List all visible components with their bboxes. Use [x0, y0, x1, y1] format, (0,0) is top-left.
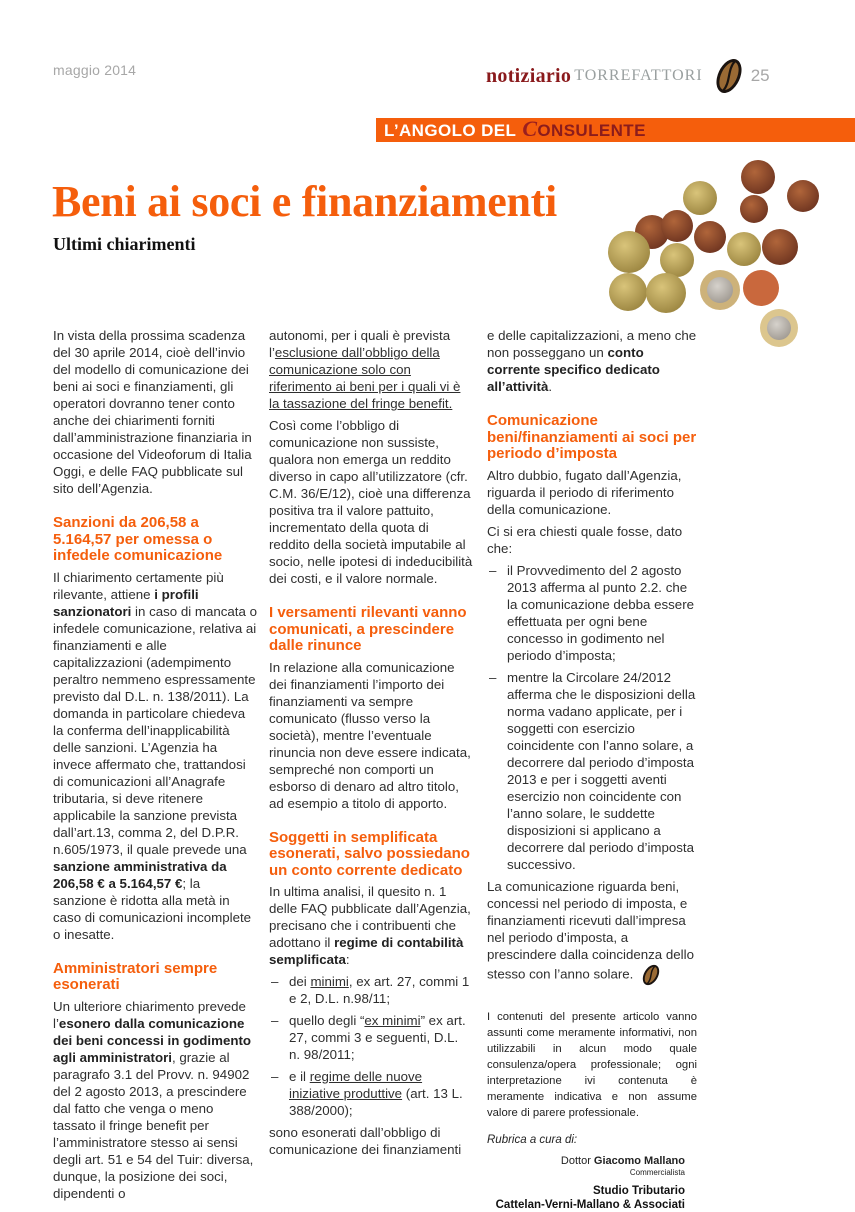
heading-sanzioni: Sanzioni da 206,58 a 5.164,57 per omessa o infedele comunicazione: [53, 514, 223, 564]
paragraph-sanzioni: Il chiarimento certamente più rilevante, attiene i profili sanzionatori in caso di mancata o infedele comunicazione, relativa ai finanziamenti e alle capitalizzazioni (adempimento peraltro nemmeno espressamente previsto dal D.L. n. 138/2011). La domanda in particolare chiedeva la conferma dell’inapplicabilità delle sanzioni. L’Agenzia ha invece affermato che, trattandosi di comunicazioni all’Anagrafe tributaria, si deve ritenere applicabile la sanzione prevista dall’art.13, comma 2, del D.P.R. n.605/1973, il quale prevede una sanzione amministrativa da 206,58 € a 5.164,57 €; la sanzione è ridotta alla metà in caso di comunicazioni incomplete o inesatte.: [53, 569, 257, 942]
masthead-secondary: TORREFATTORI: [574, 67, 703, 84]
rubrica-label: Rubrica a cura di:: [487, 1133, 578, 1146]
coin: [661, 210, 693, 242]
periodo-list: [487, 562, 697, 873]
section-label-rest: ONSULENTE: [537, 121, 646, 140]
list-item: – il Provvedimento del 2 agosto 2013 afferma al punto 2.2. che la comunicazione debba essere effettuata per ogni bene concesso in godimento nel periodo d’imposta;: [487, 562, 697, 664]
coin: [740, 195, 768, 223]
article-subtitle: Ultimi chiarimenti: [53, 234, 196, 254]
page-number: 25: [750, 66, 770, 85]
coin: [646, 273, 686, 313]
author-name: Giacomo Mallano: [593, 1154, 685, 1167]
intro-paragraph: In vista della prossima scadenza del 30 aprile 2014, cioè dell’invio del modello di comunicazione dei beni ai soci e finanziamenti, gli operatori dovranno tener conto anche dei chiarimenti forniti dall’amministrazione finanziaria in occasione del Videoforum di Italia Oggi, e delle FAQ pubblicate sul sito dell’Agenzia.: [53, 328, 252, 496]
section-label: [384, 118, 646, 142]
list-item: – e il regime delle nuove iniziative produttive (art. 13 L. 388/2000);: [269, 1068, 473, 1119]
coin: [743, 270, 779, 306]
footer: [487, 1009, 697, 1212]
article-title: Beni ai soci e finanziamenti: [52, 177, 557, 226]
coin: [787, 180, 819, 212]
coin: [683, 181, 717, 215]
author-role: Commercialista: [629, 1167, 685, 1177]
coin: [727, 232, 761, 266]
section-label-prefix: L’ANGOLO DEL: [384, 121, 517, 140]
disclaimer: I contenuti del presente articolo vanno assunti come meramente informativi, non utilizzabili in alcun modo quale consulenza/opera professionale; ogni interpretazione ivi contenuta è meramente indicativa e non assume valore di parere professionale.: [487, 1010, 697, 1119]
paragraph-esonerati: sono esonerati dall’obbligo di comunicazione dei finanziamenti: [269, 1125, 462, 1157]
coin: [609, 273, 647, 311]
list-item: – mentre la Circolare 24/2012 afferma che le disposizioni della norma vadano applicate, per i soggetti con esercizio coincidente con l’anno solare, a decorrere dal periodo d’imposta 2013 e per i soggetti aventi esercizio non coincidente con l’anno solare, le suddette disposizioni si applicano a decorrere dal periodo d’imposta successivo.: [487, 669, 697, 873]
coin: [660, 243, 694, 277]
paragraph-amministratori: Un ulteriore chiarimento prevede l’esonero dalla comunicazione dei beni concessi in godimento agli amministratori, grazie al paragrafo 3.1 del Provv. n. 94902 del 2 agosto 2013, a prescindere dal fatto che venga o meno tassato il fringe benefit per l’amministratore stesso ai sensi degli art. 51 e 54 del Tuir: diversa, dunque, la posizione dei soci, dipendenti o: [53, 998, 254, 1201]
paragraph-capitalizzazioni: e delle capitalizzazioni, a meno che non posseggano un conto corrente specifico dedicato all’attività.: [487, 328, 697, 394]
section-banner: [376, 118, 855, 142]
article-column-1: [53, 327, 257, 1207]
coin: [608, 231, 650, 273]
heading-semplificata: Soggetti in semplificata esonerati, salvo possiedano un conto corrente dedicato: [269, 828, 470, 879]
coin: [762, 229, 798, 265]
coin: [694, 221, 726, 253]
heading-periodo: Comunicazione beni/finanziamenti ai soci per periodo d’imposta: [487, 412, 697, 462]
list-item: – quello degli “ex minimi” ex art. 27, commi 3 e seguenti, D.L. n. 98/2011;: [269, 1012, 473, 1063]
masthead-primary: notiziario: [486, 64, 572, 87]
list-item: – dei minimi, ex art. 27, commi 1 e 2, D.L. n.98/11;: [269, 973, 473, 1007]
paragraph-obbligo: Così come l’obbligo di comunicazione non sussiste, qualora non emerga un reddito diverso in capo all’utilizzatore (cfr. C.M. 36/E/12), cioè una differenza positiva tra il valore pattuito, incrementato della quota di reddito della società imputabile al socio, nelle ipotesi di indeducibilità dei costi, e il valore normale.: [269, 418, 473, 586]
paragraph-autonomi: autonomi, per i quali è prevista l’esclusione dall’obbligo della comunicazione solo con riferimento ai beni per i quali vi è la tassazione del fringe benefit.: [269, 328, 461, 411]
regimes-list: [269, 973, 473, 1119]
author-credit: Dottor Giacomo Mallano Commercialista: [487, 1155, 685, 1178]
section-label-initial: C: [522, 118, 538, 141]
studio-name: Studio Tributario Cattelan-Verni-Mallano & Associati: [495, 1184, 685, 1211]
masthead: [486, 56, 770, 96]
issue-date: maggio 2014: [53, 62, 137, 78]
euro-coins-image: [600, 150, 855, 350]
heading-versamenti: I versamenti rilevanti vanno comunicati, a prescindere dalle rinunce: [269, 604, 467, 654]
paragraph-dubbio: Altro dubbio, fugato dall’Agenzia, riguarda il periodo di riferimento della comunicazione.: [487, 467, 682, 517]
heading-amministratori: Amministratori sempre esonerati: [53, 959, 218, 993]
paragraph-chiesti: Ci si era chiesti quale fosse, dato che:: [487, 523, 683, 556]
paragraph-semplificata: In ultima analisi, il quesito n. 1 delle FAQ pubblicate dall’Agenzia, precisano che i contribuenti che adottano il regime di contabilità semplificata:: [269, 884, 471, 967]
coin: [741, 160, 775, 194]
article-column-2: [269, 327, 473, 1163]
coffee-bean-end-icon: [641, 963, 661, 987]
paragraph-versamenti: In relazione alla comunicazione dei finanziamenti l’importo dei finanziamenti va sempre comunicato (flusso verso la società), mentre l’eventuale rinuncia non deve essere indicata, sempreché non comporti un esborso di denaro ad altro titolo, ad esempio a titolo di apporto.: [269, 659, 471, 811]
coffee-bean-icon: [713, 56, 745, 96]
paragraph-conclusione: La comunicazione riguarda beni, concessi nel periodo di imposta, e finanziamenti ricevuti dall’impresa nel periodo d’imposta, a prescindere dalla coincidenza dello stesso con l’anno solare.: [487, 878, 697, 987]
article-column-3: [487, 327, 697, 1212]
